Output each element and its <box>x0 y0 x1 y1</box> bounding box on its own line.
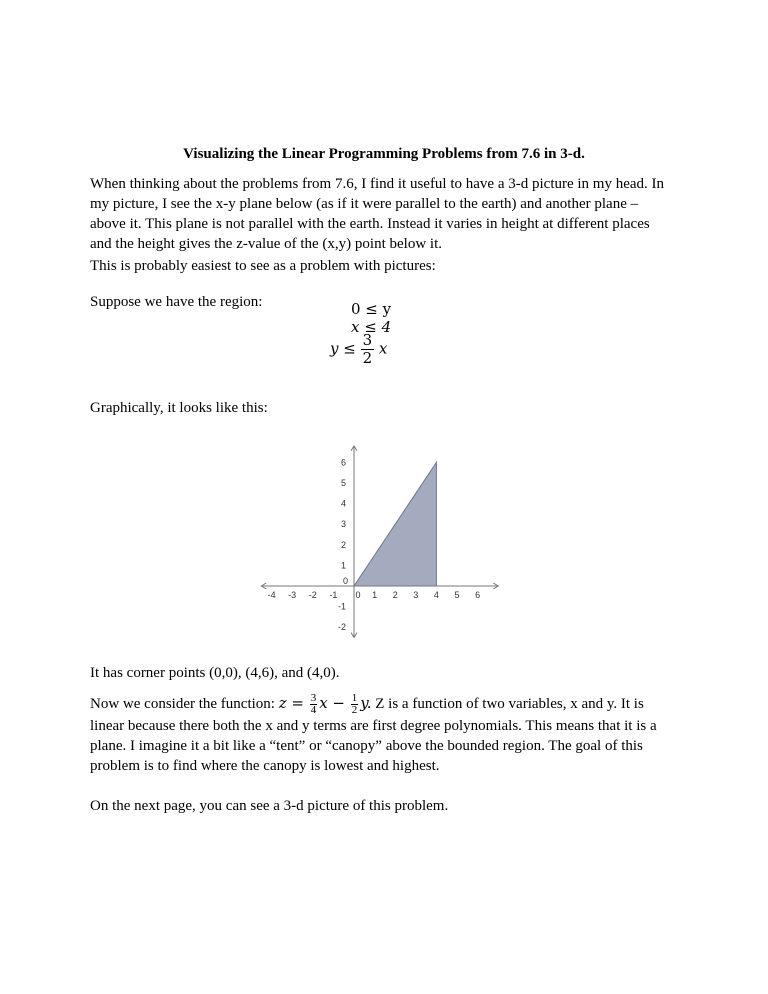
x-tick-label: 6 <box>475 590 481 600</box>
y-tick-label: -1 <box>337 601 346 612</box>
coefficient-y-fraction <box>351 693 359 716</box>
region-intro: Suppose we have the region: <box>90 294 263 310</box>
next-page-text: On the next page, you can see a 3-d picture of this problem. <box>90 798 449 814</box>
function-prefix: Now we consider the function: <box>90 696 279 712</box>
x-tick-label: 2 <box>392 590 398 600</box>
intro-paragraph <box>90 174 690 254</box>
x-tick-label: 3 <box>413 590 419 600</box>
function-line: problem is to find where the canopy is lowest and highest. <box>90 758 440 775</box>
intro-line: When thinking about the problems from 7.6, I find it useful to have a 3-d picture in my head. In <box>90 176 665 192</box>
y-tick-label: -2 <box>337 622 346 633</box>
y-term: y. <box>360 694 372 712</box>
graph-intro: Graphically, it looks like this: <box>90 400 268 416</box>
feasible-region <box>354 462 436 586</box>
fraction-numerator: 1 <box>351 692 358 705</box>
pictures-intro: This is probably easiest to see as a problem with pictures: <box>90 258 436 274</box>
function-line: plane. I imagine it a bit like a “tent” or “canopy” above the bounded region. The goal of this <box>90 738 643 755</box>
x-tick-label: 4 <box>433 590 439 600</box>
fraction-numerator: 3 <box>310 692 317 705</box>
y-tick-label: 5 <box>340 478 346 488</box>
x-tick-label: -2 <box>308 590 317 600</box>
document-title: Visualizing the Linear Programming Problems from 7.6 in 3-d. <box>183 146 585 162</box>
inequality-1: 0 ≤ y <box>351 300 392 318</box>
corners-text: It has corner points (0,0), (4,6), and (4,0). <box>90 665 340 681</box>
region-graph <box>250 438 510 638</box>
inequality-3-left: y ≤ <box>330 339 356 358</box>
fraction-denominator: 4 <box>310 704 317 717</box>
function-suffix: Z is a function of two variables, x and y. It is <box>371 696 644 712</box>
inequality-3-fraction <box>361 332 375 367</box>
x-tick-label: -1 <box>329 590 338 600</box>
coefficient-x-fraction <box>310 693 318 716</box>
inequality-2: x ≤ 4 <box>351 318 392 336</box>
function-line: linear because there both the x and y terms are first degree polynomials. This means that it is a <box>90 718 657 735</box>
function-paragraph <box>90 693 690 776</box>
y-tick-label: 2 <box>340 539 346 550</box>
y-tick-label: 1 <box>340 560 346 571</box>
function-first-line <box>90 693 690 716</box>
fraction-denominator: 2 <box>351 704 358 717</box>
x-tick-label: 1 <box>372 590 378 600</box>
x-term: x − <box>319 694 345 712</box>
intro-line: and the height gives the z-value of the (x,y) point below it. <box>90 236 442 252</box>
x-tick-label: 5 <box>454 590 460 600</box>
y-tick-label: 4 <box>340 498 346 509</box>
z-equals: z = <box>278 694 304 712</box>
inequality-3 <box>330 332 387 367</box>
intro-line: my picture, I see the x-y plane below (as if it were parallel to the earth) and another plane – <box>90 196 639 212</box>
inequality-3-right: x <box>378 339 388 358</box>
fraction-denominator: 2 <box>362 349 373 367</box>
y-tick-label: 3 <box>340 519 346 530</box>
y-tick-label: 0 <box>342 576 348 586</box>
x-tick-label: 0 <box>355 590 361 600</box>
x-tick-label: -4 <box>267 590 276 600</box>
x-tick-label: -3 <box>288 590 297 600</box>
y-tick-label: 6 <box>340 457 346 468</box>
intro-line: above it. This plane is not parallel with the earth. Instead it varies in height at different places <box>90 216 650 232</box>
fraction-numerator: 3 <box>362 331 373 349</box>
